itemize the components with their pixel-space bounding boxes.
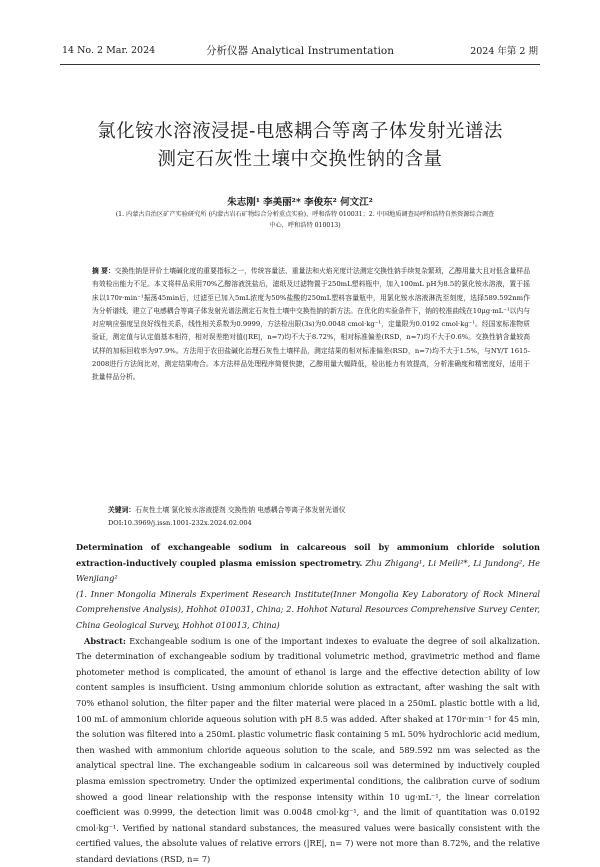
affiliation-line-1: (1. 内蒙古自治区矿产实验研究所 (内蒙古岩石矿物综合分析重点实验)，呼和浩特 010031；2. 中国地质调查局呼和浩特自然资源综合调查 (115, 211, 495, 218)
abstract-cn (92, 265, 530, 385)
journal-name: 分析仪器 Analytical Instrumentation (205, 44, 395, 57)
abstract-cn-text: 交换性钠是评价土壤碱化度的重要指标之一，传统容量法、重量法和火焰光度计法测定交换性钠手续复杂繁琐，乙醇用量大且对低含量样品有效检出能力不足。本文将样品采用70%乙醇溶液洗盐后，滤纸及过滤物置于250mL塑料瓶中，加入100mL pH为8.5的氯化铵水溶液，置于摇床以170r·min⁻¹振荡45min后，过滤至已加入5mL浓度为50%盐酸的250mL塑料容量瓶中，用氯化铵水溶液淋洗至刻度，选择589.592nm作为分析谱线，建立了电感耦合等离子体发射光谱法测定石灰性土壤中交换性钠的新方法。在优化的实验条件下，钠的校准曲线在10μg·mL⁻¹以内与对应响应强度呈良好线性关系，线性相关系数为0.9999，方法检出限(3s)为0.0048 cmol·kg⁻¹，定量限为0.0192 cmol·kg⁻¹。经国家标准物质验证，测定值与认定值基本相符，相对误差绝对值(|RE|，n=7)均不大于8.72%，相对标准偏差(RSD，n=7)均不大于0.6%。交换性钠含量较高试样的加标回收率为97.9%。方法用于农田盐碱化治理石灰性土壤样品，测定结果的相对标准偏差(RSD，n=7)均不大于1.5%，与NY/T 1615-2008进行方法间比对，测定结果吻合。本方法样品处理程序简便快捷，乙醇用量大幅降低，检出能力有效提高，分析准确度和精密度好，适用于批量样品分析。 (92, 267, 530, 382)
english-abstract (76, 634, 540, 867)
english-affiliation: (1. Inner Mongolia Minerals Experiment Research Institute(Inner Mongolia Key Laboratory of Rock Mineral Comprehensive Analysis), Hohhot 010031, China; 2. Hohhot Natural Resources Comprehensive Survey Center, China Geological Survey, Hohhot 010013, China) (76, 588, 540, 630)
page-volume-info: 14 No. 2 Mar. 2024 (62, 44, 156, 56)
english-abstract-text: Exchangeable sodium is one of the important indexes to evaluate the degree of soil alkalization. The determination of exchangeable sodium by traditional volumetric method, gravimetric method and flame photometer method is complicated, the amount of ethanol is large and the effective detection ability of low content samples is insufficient. Using ammonium chloride solution as extractant, after washing the salt with 70% ethanol solution, the filter paper and the filter material were placed in a 250mL plastic bottle with a lid, 100 mL of ammonium chloride aqueous solution with pH 8.5 was added. After shaked at 170r·min⁻¹ for 45 min, the solution was filtered into a 250mL plastic volumetric flask containing 5 mL 50% hydrochloric acid medium, then washed with ammonium chloride aqueous solution to the scale, and 589.592 nm was selected as the analytical spectral line. The exchangeable sodium in calcareous soil was determined by inductively coupled plasma emission spectrometry. Under the optimized experimental conditions, the calibration curve of sodium showed a good linear relationship with the response intensity within 10 ug·mL⁻¹, the linear correlation coefficient was 0.9999, the detection limit was 0.0048 cmol·kg⁻¹, and the limit of quantitation was 0.0192 cmol·kg⁻¹. Verified by national standard substances, the measured values were basically consistent with the certified values, the absolute values of relative errors (|RE|, n= 7) were not more than 8.72%, and the relative standard deviations (RSD, n= 7) (76, 635, 540, 864)
keywords-cn-text: 石灰性土壤 氯化铵水溶液提剂 交换性钠 电感耦合等离子体发射光谱仪 (135, 506, 346, 514)
running-header (62, 40, 538, 60)
article-title (40, 118, 560, 174)
english-abstract-label: Abstract: (84, 635, 126, 646)
authors-cn: 朱志刚¹ 李美丽²* 李俊东² 何文江² (227, 197, 373, 208)
doi: DOI:10.3969/j.issn.1001-232x.2024.02.004 (108, 519, 252, 527)
affiliation-line-2: 中心，呼和浩特 010013) (269, 222, 341, 229)
abstract-cn-label: 摘 要： (92, 267, 115, 275)
affiliation-cn (90, 209, 520, 231)
english-authors: Zhu Zhigang¹, Li Meili²*, Li Jundong², He Wenjiang² (76, 557, 540, 584)
header-rule (60, 64, 540, 65)
english-abstract-block (76, 540, 540, 867)
issue-info: 2024 年第 2 期 (470, 46, 538, 57)
title-line-1: 氯化铵水溶液浸提-电感耦合等离子体发射光谱法 (97, 121, 503, 142)
keywords-cn-label: 关键词： (108, 506, 136, 514)
title-line-2: 测定石灰性土壤中交换性钠的含量 (157, 149, 443, 170)
keywords-cn (108, 504, 530, 514)
english-title: Determination of exchangeable sodium in calcareous soil by ammonium chloride solution extraction-inductively coupled plasma emission spectrometry. (76, 542, 540, 568)
